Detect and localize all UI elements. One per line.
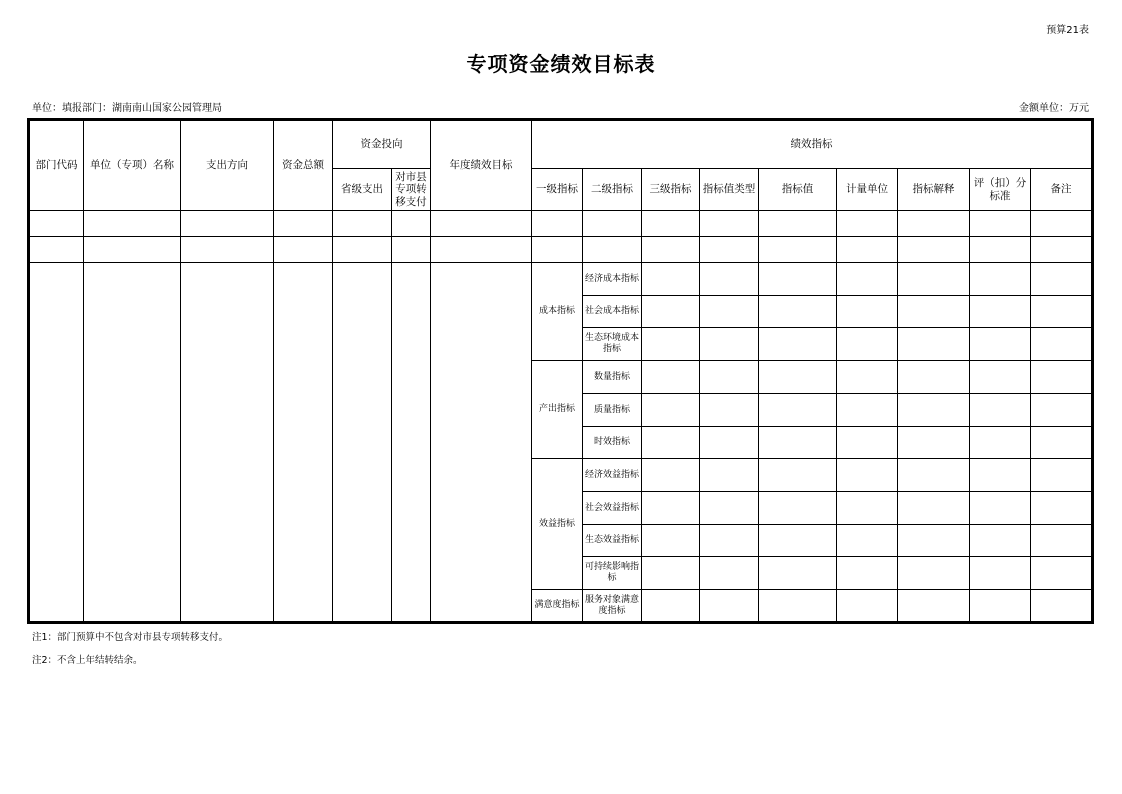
cell[interactable]	[970, 237, 1031, 263]
cell[interactable]	[642, 459, 700, 492]
cell[interactable]	[700, 328, 759, 361]
cell[interactable]	[759, 296, 837, 328]
cell[interactable]	[1031, 590, 1092, 622]
cell[interactable]	[700, 557, 759, 590]
cell[interactable]	[970, 427, 1031, 459]
cell[interactable]	[30, 263, 84, 622]
cell[interactable]	[837, 492, 898, 525]
cell[interactable]	[431, 237, 532, 263]
header-remark: 备注	[1031, 169, 1092, 211]
cell[interactable]	[759, 263, 837, 296]
cell[interactable]	[700, 211, 759, 237]
cell[interactable]	[181, 263, 274, 622]
cell[interactable]	[700, 590, 759, 622]
cell[interactable]	[642, 361, 700, 394]
cell[interactable]	[759, 394, 837, 427]
cell[interactable]	[898, 394, 970, 427]
header-dept-code: 部门代码	[30, 121, 84, 211]
header-provincial: 省级支出	[333, 169, 392, 211]
level2-quantity: 数量指标	[583, 361, 642, 394]
level1-benefit: 效益指标	[532, 459, 583, 590]
level2-timeliness: 时效指标	[583, 427, 642, 459]
cell[interactable]	[333, 211, 392, 237]
cell[interactable]	[1031, 459, 1092, 492]
cell[interactable]	[1031, 328, 1092, 361]
cell[interactable]	[970, 557, 1031, 590]
cell[interactable]	[700, 459, 759, 492]
header-annual-goal: 年度绩效目标	[431, 121, 532, 211]
cell[interactable]	[759, 459, 837, 492]
cell[interactable]	[1031, 525, 1092, 557]
cell[interactable]	[837, 237, 898, 263]
cell[interactable]	[970, 211, 1031, 237]
cell[interactable]	[583, 211, 642, 237]
cell[interactable]	[970, 394, 1031, 427]
level2-social-benefit: 社会效益指标	[583, 492, 642, 525]
cell[interactable]	[759, 237, 837, 263]
cell[interactable]	[837, 211, 898, 237]
cell[interactable]	[759, 211, 837, 237]
cell[interactable]	[532, 237, 583, 263]
cell[interactable]	[274, 237, 333, 263]
cell[interactable]	[898, 328, 970, 361]
cell[interactable]	[700, 492, 759, 525]
header-unit-name: 单位（专项）名称	[84, 121, 181, 211]
cell[interactable]	[84, 263, 181, 622]
cell[interactable]	[642, 237, 700, 263]
cell[interactable]	[970, 590, 1031, 622]
page-title: 专项资金绩效目标表	[466, 52, 656, 76]
cell[interactable]	[274, 263, 333, 622]
cell[interactable]	[837, 263, 898, 296]
form-number: 预算21表	[1046, 25, 1089, 36]
cell[interactable]	[898, 525, 970, 557]
cell[interactable]	[898, 590, 970, 622]
cell[interactable]	[1031, 296, 1092, 328]
header-level2: 二级指标	[583, 169, 642, 211]
level2-sustain: 可持续影响指标	[583, 557, 642, 590]
table-row	[30, 237, 1092, 263]
cell[interactable]	[84, 237, 181, 263]
cell[interactable]	[759, 590, 837, 622]
cell[interactable]	[700, 427, 759, 459]
cell[interactable]	[642, 328, 700, 361]
cell[interactable]	[431, 211, 532, 237]
cell[interactable]	[1031, 361, 1092, 394]
header-fund-flow: 资金投向	[333, 121, 431, 169]
header-value-type: 指标值类型	[700, 169, 759, 211]
cell[interactable]	[700, 263, 759, 296]
cell[interactable]	[1031, 211, 1092, 237]
cell[interactable]	[970, 492, 1031, 525]
cell[interactable]	[759, 427, 837, 459]
cell[interactable]	[898, 361, 970, 394]
cell[interactable]	[700, 237, 759, 263]
cell[interactable]	[1031, 263, 1092, 296]
cell[interactable]	[532, 211, 583, 237]
level1-output: 产出指标	[532, 361, 583, 459]
cell[interactable]	[970, 459, 1031, 492]
header-scoring: 评（扣）分标准	[970, 169, 1031, 211]
header-transfer: 对市县专项转移支付	[392, 169, 431, 211]
header-direction: 支出方向	[181, 121, 274, 211]
cell[interactable]	[84, 211, 181, 237]
table-row	[30, 211, 1092, 237]
cell[interactable]	[898, 492, 970, 525]
cell[interactable]	[642, 427, 700, 459]
header-explain: 指标解释	[898, 169, 970, 211]
cell[interactable]	[1031, 427, 1092, 459]
cell[interactable]	[642, 590, 700, 622]
header-indicators: 绩效指标	[532, 121, 1092, 169]
cell[interactable]	[642, 525, 700, 557]
cell[interactable]	[837, 361, 898, 394]
cell[interactable]	[898, 427, 970, 459]
cell[interactable]	[700, 361, 759, 394]
level2-quality: 质量指标	[583, 394, 642, 427]
cell[interactable]	[898, 237, 970, 263]
cell[interactable]	[837, 296, 898, 328]
cell[interactable]	[898, 459, 970, 492]
header-level3: 三级指标	[642, 169, 700, 211]
note-2: 注2：不含上年结转结余。	[32, 655, 143, 666]
cell[interactable]	[759, 361, 837, 394]
cell[interactable]	[274, 211, 333, 237]
cell[interactable]	[837, 328, 898, 361]
cell[interactable]	[898, 263, 970, 296]
cell[interactable]	[392, 237, 431, 263]
header-level1: 一级指标	[532, 169, 583, 211]
cell[interactable]	[181, 211, 274, 237]
cell[interactable]	[642, 557, 700, 590]
cell[interactable]	[837, 525, 898, 557]
level1-cost: 成本指标	[532, 263, 583, 361]
cell[interactable]	[700, 296, 759, 328]
level1-satisfaction: 满意度指标	[532, 590, 583, 622]
level2-econ-cost: 经济成本指标	[583, 263, 642, 296]
cell[interactable]	[837, 427, 898, 459]
cell[interactable]	[642, 263, 700, 296]
header-measure-unit: 计量单位	[837, 169, 898, 211]
cell[interactable]	[700, 525, 759, 557]
cell[interactable]	[642, 296, 700, 328]
cell[interactable]	[583, 237, 642, 263]
cell[interactable]	[970, 361, 1031, 394]
cell[interactable]	[837, 394, 898, 427]
cell[interactable]	[970, 525, 1031, 557]
level2-eco-benefit: 生态效益指标	[583, 525, 642, 557]
cell[interactable]	[333, 237, 392, 263]
header-value: 指标值	[759, 169, 837, 211]
cell[interactable]	[898, 211, 970, 237]
cell[interactable]	[1031, 557, 1092, 590]
cell[interactable]	[898, 296, 970, 328]
cell[interactable]	[1031, 237, 1092, 263]
unit-label: 单位：填报部门：湖南南山国家公园管理局	[32, 103, 222, 114]
cell[interactable]	[1031, 394, 1092, 427]
cell[interactable]	[759, 557, 837, 590]
cell[interactable]	[970, 296, 1031, 328]
cell[interactable]	[30, 211, 84, 237]
cell[interactable]	[431, 263, 532, 622]
cell[interactable]	[642, 394, 700, 427]
cell[interactable]	[759, 525, 837, 557]
cell[interactable]	[759, 328, 837, 361]
performance-target-table	[29, 120, 1092, 622]
amount-unit-label: 金额单位：万元	[1019, 103, 1089, 114]
level2-service-satisfaction: 服务对象满意度指标	[583, 590, 642, 622]
level2-eco-cost: 生态环境成本指标	[583, 328, 642, 361]
cell[interactable]	[898, 557, 970, 590]
cell[interactable]	[642, 492, 700, 525]
cell[interactable]	[30, 237, 84, 263]
cell[interactable]	[970, 263, 1031, 296]
level2-econ-benefit: 经济效益指标	[583, 459, 642, 492]
cell[interactable]	[837, 459, 898, 492]
cell[interactable]	[642, 211, 700, 237]
header-total: 资金总额	[274, 121, 333, 211]
note-1: 注1：部门预算中不包含对市县专项转移支付。	[32, 632, 229, 643]
cell[interactable]	[1031, 492, 1092, 525]
cell[interactable]	[837, 590, 898, 622]
cell[interactable]	[970, 328, 1031, 361]
cell[interactable]	[333, 263, 392, 622]
level2-social-cost: 社会成本指标	[583, 296, 642, 328]
cell[interactable]	[392, 211, 431, 237]
cell[interactable]	[837, 557, 898, 590]
cell[interactable]	[759, 492, 837, 525]
cell[interactable]	[392, 263, 431, 622]
cell[interactable]	[700, 394, 759, 427]
cell[interactable]	[181, 237, 274, 263]
